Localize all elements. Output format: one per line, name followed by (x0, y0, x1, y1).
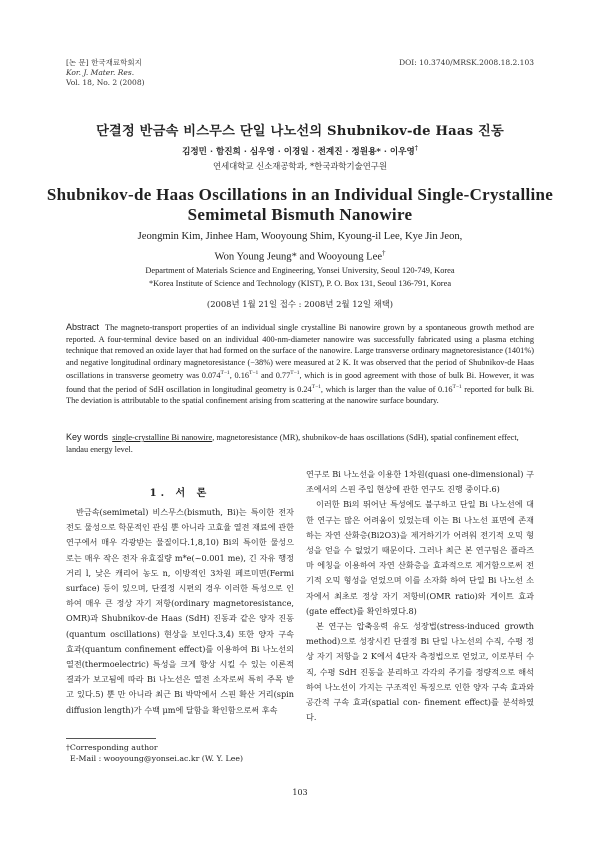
keywords-label: Key words (66, 432, 109, 442)
corresponding-author: †Corresponding author (66, 743, 158, 752)
journal-header (66, 58, 145, 88)
footnote (66, 742, 243, 764)
received-date: (2008년 1월 21일 접수 : 2008년 2월 12일 채택) (206, 299, 394, 309)
intro-paragraph-1: 반금속(semimetal) 비스무스(bismuth, Bi)는 특이한 전자전도 물성으로 학문적인 관심 뿐 아니라 고효율 열전 재료에 관한 연구에서 매우 각광받는 물질이다.1,8,10) Bi의 특이한 물성으로는 매우 작은 전자 유효질량 m*e(~0.001 me), 긴 자유 행정 거리 l, 낮은 캐리어 농도 n, 이방적인 3차원 페르미면(Fermi surface) 등이 있으며, 단결정 시편의 경우 이러한 특성으로 인하여 매우 큰 정상 자기 저항(ordinary magnetoresistance, OMR)과 Shubnikov-de Haas (SdH) 진동과 같은 양자 진동(quantum oscillations) 현상을 보인다.3,4) 또한 양자 구속 효과(quantum confinement effect)를 이용하여 Bi 나노선의 열전(thermoelectric) 특성을 크게 향상 시킬 수 있는 이론적 결과가 보고됨에 따라 Bi 나노선은 열전 소자로써 특히 주목 받고 있다.5) 뿐 만 아니라 최근 Bi 박막에서 스핀 확산 거리(spin diffusion length)가 수백 μm에 달함을 확인함으로써 후속 (66, 507, 294, 715)
journal-abbrev: Kor. J. Mater. Res. (66, 68, 135, 77)
section-heading: 1. 서 론 (149, 488, 211, 499)
english-title: Shubnikov-de Haas Oscillations in an Individual Single-Crystalline Semimetal Bismuth Nanowire (46, 185, 554, 224)
english-authors: Jeongmin Kim, Jinhee Ham, Wooyoung Shim, Kyoung-il Lee, Kye Jin Jeon, Won Young Jeung* and Wooyoung Lee† (137, 231, 463, 263)
author-email: E-Mail : wooyoung@yonsei.ac.kr (W. Y. Lee) (70, 754, 243, 763)
english-affiliation: Department of Materials Science and Engineering, Yonsei University, Seoul 120-749, Korea *Korea Institute of Science and Technology (KIST), P. O. Box 131, Seoul 136-791, Korea (145, 266, 455, 288)
journal-korean: [논 문] 한국재료학회지 (66, 58, 142, 67)
left-column (66, 505, 294, 718)
korean-affiliation: 연세대학교 신소재공학과, *한국과학기술연구원 (213, 161, 387, 171)
doi: DOI: 10.3740/MRSK.2008.18.2.103 (399, 58, 534, 67)
abstract-label: Abstract (66, 322, 100, 332)
page-number: 103 (292, 788, 308, 797)
volume-issue: Vol. 18, No. 2 (2008) (66, 78, 145, 87)
right-column (306, 467, 534, 725)
korean-title: 단결정 반금속 비스무스 단일 나노선의 Shubnikov-de Haas 진동 (96, 124, 504, 139)
keywords: Key words single-crystalline Bi nanowire, magnetoresistance (MR), shubnikov-de haas oscillations (SdH), spatial confinement effect, landau energy level. (66, 432, 519, 454)
abstract: Abstract The magneto-transport properties of an individual single crystalline Bi nanowire grown by a spontaneous growth method are reported. A four-terminal device based on an individual 400-nm-diameter nanowire was successfully fabricated using a plasma etching technique that removed an oxide layer that had formed on the surface of the nanowire. Large transverse ordinary magnetoresistance (1401%) and negative longitudinal ordinary magnetoresistance (−38%) were measured at 2 K. It was observed that the period of Shubnikov-de Haas oscillations in transverse geometry was $0.074^{T-1}$, $0.16^{T-1}$ and $0.77^{T-1}$, which is in good agreement with those of bulk Bi. However, it was found that the period of SdH oscillation in longitudinal geometry is $0.24^{T-1}$, which is larger than the value of $0.16^{T-1}$ reported for bulk Bi. The deviation is attributable to the spatial confinement arising from scattering at the nanowire surface boundary. (66, 322, 535, 406)
korean-authors: 김정민 · 함진희 · 심우영 · 이경일 · 전계진 · 정원용* · 이우영† (182, 145, 418, 157)
footnote-rule (66, 738, 156, 739)
intro-paragraph-2: 연구로 Bi 나노선을 이용한 1차원(quasi one-dimensional) 구조에서의 스핀 주입 현상에 관한 연구도 진행 중이다.6) (306, 469, 534, 495)
intro-paragraph-3: 이러한 Bi의 뛰어난 특성에도 불구하고 단일 Bi 나노선에 대한 연구는 많은 어려움이 있었는데 이는 Bi 나노선 표면에 존재하는 자연 산화층(Bi2O3)을 제거하기가 어려워 전기적 오믹 형성을 얻을 수 없었기 때문이다. 그러나 최근 본 연구팀은 플라즈마 에칭을 이용하여 자연 산화층을 효과적으로 제거함으로써 전기적 오믹 형성을 얻었으며 이를 소자화 하여 단일 Bi 나노선 소자에서 최초로 정상 자기 저항비(OMR ratio)와 게이트 효과(gate effect)를 확인하였다.8) (306, 499, 534, 616)
intro-paragraph-4: 본 연구는 압축응력 유도 성장법(stress-induced growth method)으로 성장시킨 단결정 Bi 단일 나노선의 수직, 수평 정상 자기 저항을 2 K에서 4단자 측정법으로 얻었고, 이로부터 수직, 수평 SdH 진동을 분리하고 각각의 주기를 정량적으로 해석하여 나노선이 가지는 구조적인 특징으로 인한 양자 구속 효과와 공간적 구속 효과(spatial con- finement effect)를 분석하였다. (306, 621, 534, 723)
